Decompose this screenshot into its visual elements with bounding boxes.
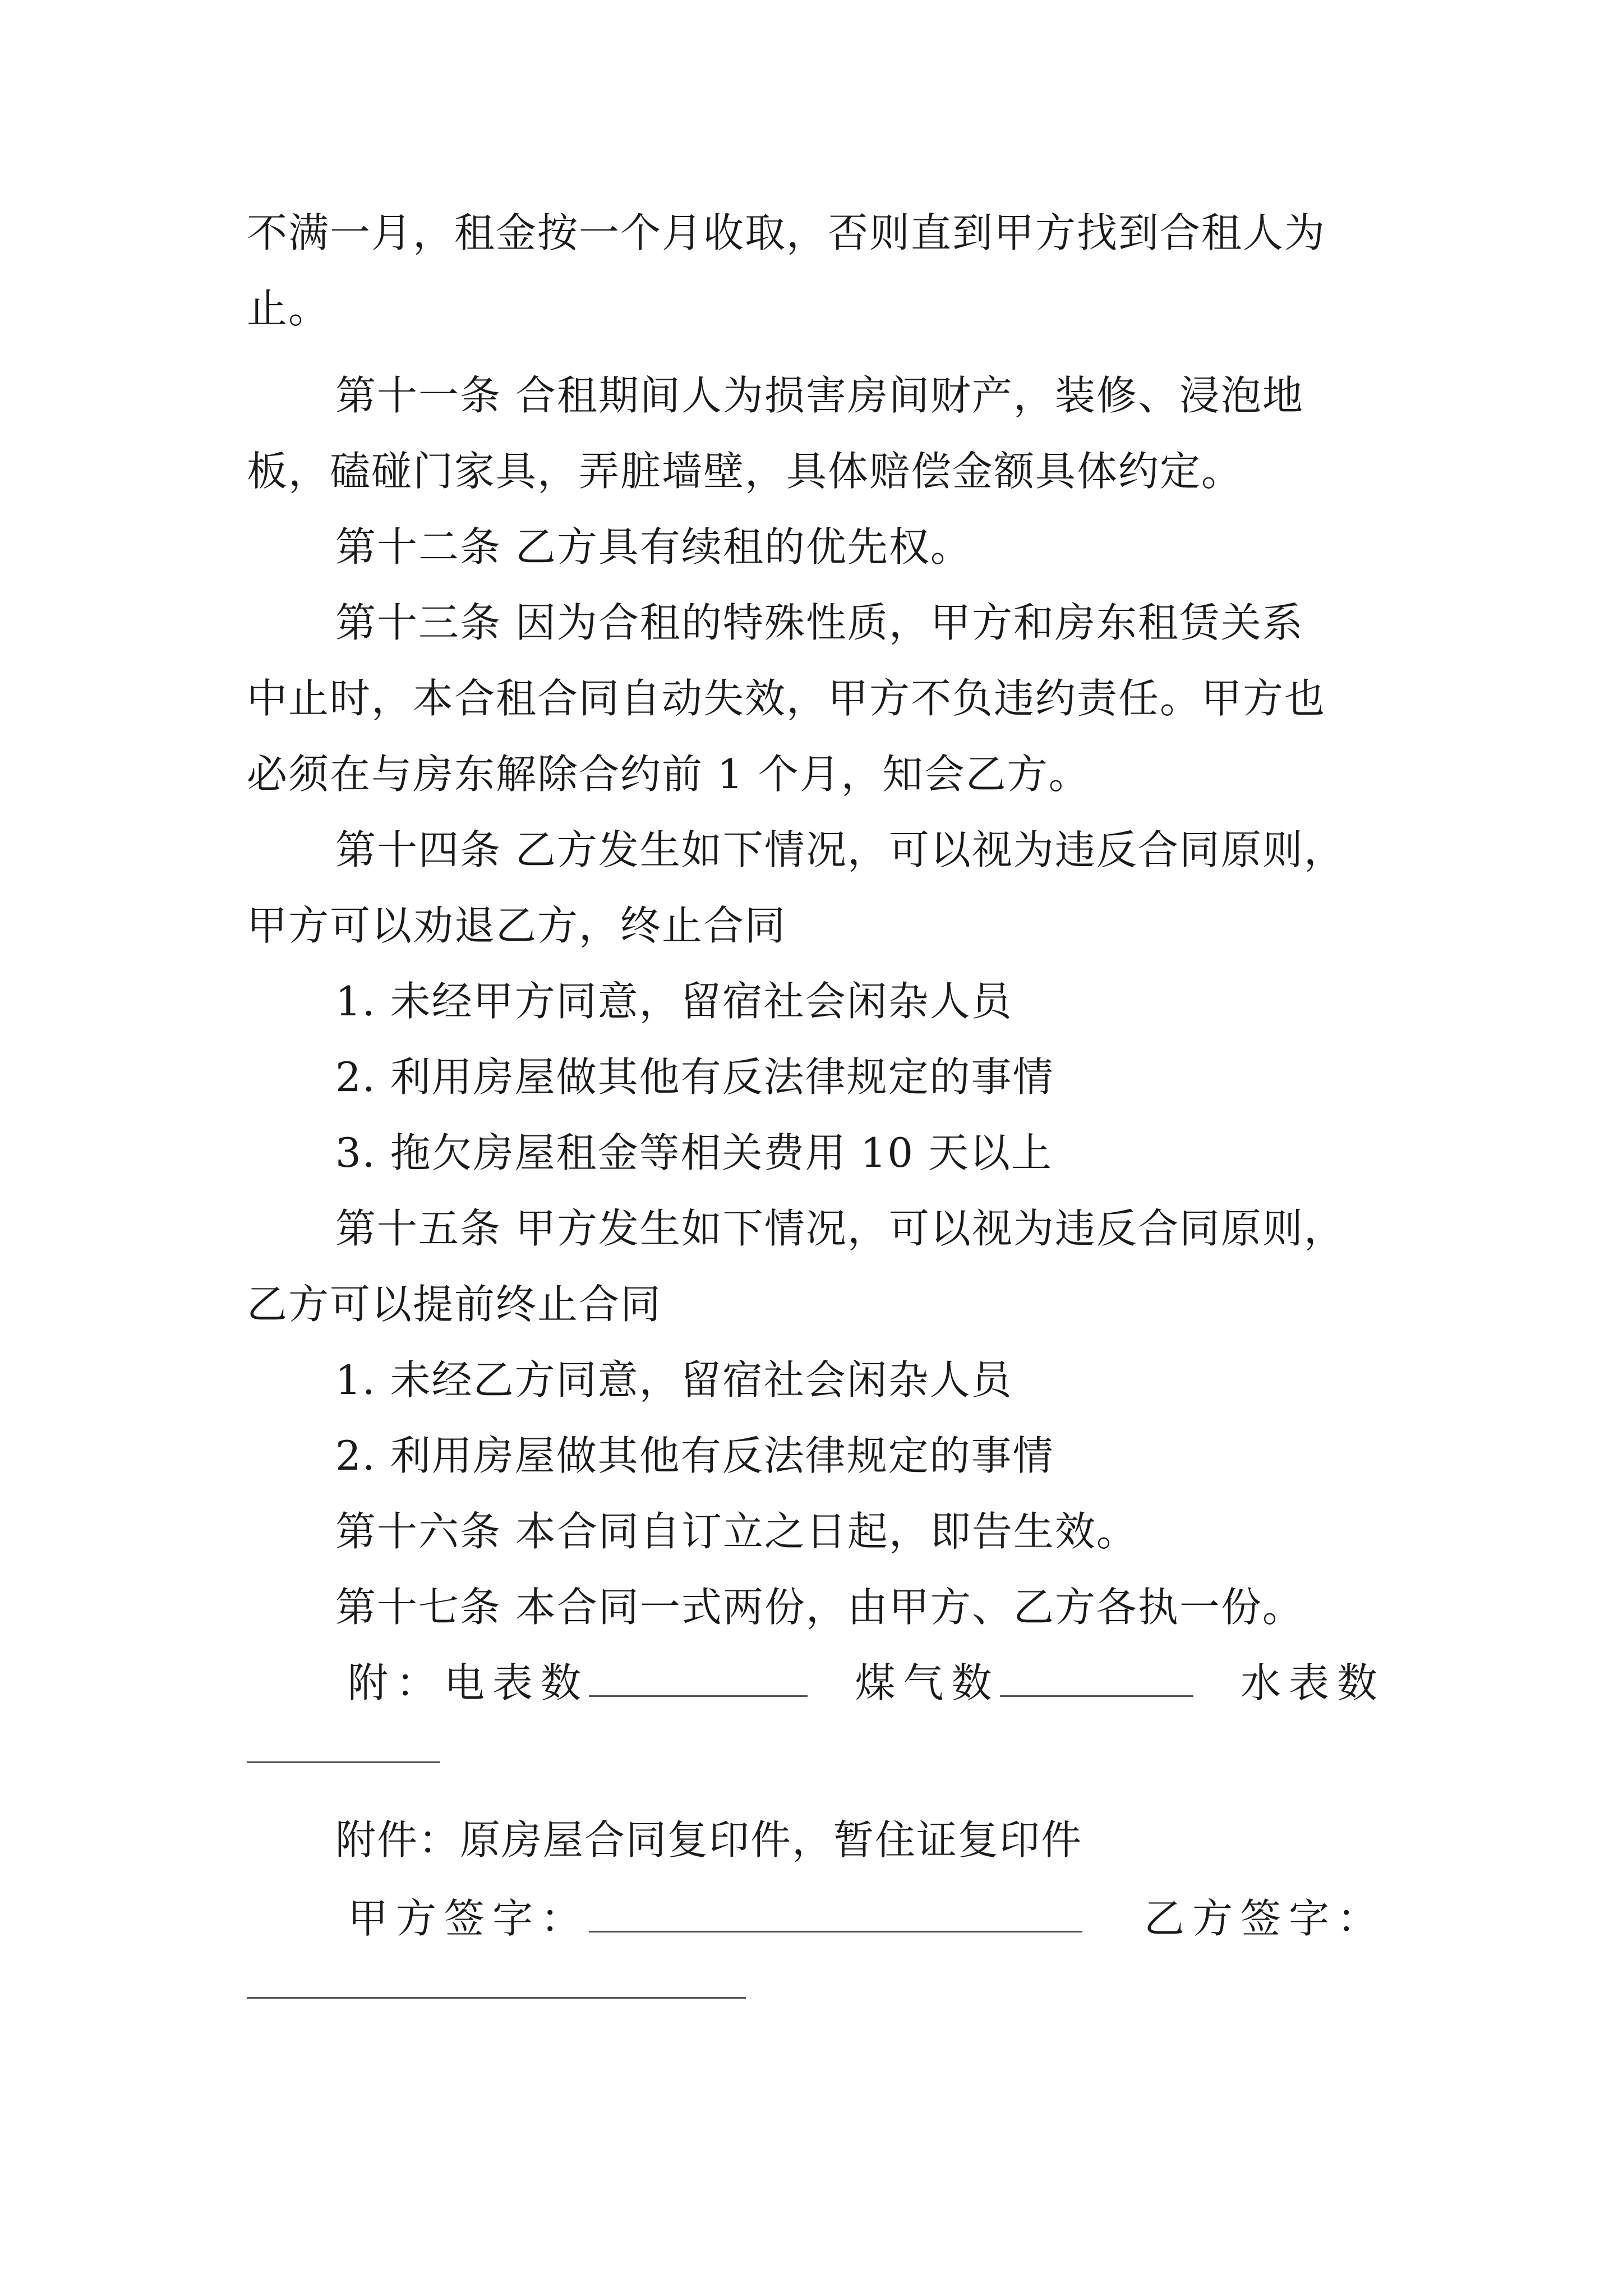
list-item: 1. 未经乙方同意，留宿社会闲杂人员 xyxy=(335,1356,1013,1404)
clause-14-heading: 第十四条 乙方发生如下情况，可以视为违反合同原则， xyxy=(335,826,1345,873)
clause-15-heading: 第十五条 甲方发生如下情况，可以视为违反合同原则， xyxy=(335,1205,1345,1252)
clause-16-heading: 第十六条 本合同自订立之日起，即告生效。 xyxy=(335,1508,1138,1555)
clause-17-heading: 第十七条 本合同一式两份，由甲方、乙方各执一份。 xyxy=(335,1584,1304,1631)
electric-meter-blank xyxy=(589,1655,808,1697)
water-meter-blank xyxy=(247,1761,440,1763)
paragraph-line: 甲方可以劝退乙方，终止合同 xyxy=(247,902,787,949)
list-item: 3. 拖欠房屋租金等相关费用 10 天以上 xyxy=(335,1129,1053,1176)
clause-13-heading: 第十三条 因为合租的特殊性质，甲方和房东租赁关系 xyxy=(335,599,1304,646)
clause-11-heading: 第十一条 合租期间人为损害房间财产，装修、浸泡地 xyxy=(335,372,1304,419)
signature-line xyxy=(348,1890,1385,1947)
paragraph-line: 中止时，本合租合同自动失效，甲方不负违约责任。甲方也 xyxy=(247,675,1326,722)
paragraph-line: 不满一月，租金按一个月收取，否则直到甲方找到合租人为 xyxy=(247,209,1326,256)
gas-meter-label: 煤气数 xyxy=(855,1659,1000,1706)
list-item: 2. 利用房屋做其他有反法律规定的事情 xyxy=(335,1432,1054,1479)
paragraph-line: 止。 xyxy=(247,285,330,332)
party-a-signature-blank xyxy=(589,1890,1082,1932)
attachment-line: 附件：原房屋合同复印件，暂住证复印件 xyxy=(335,1816,1083,1864)
paragraph-line: 乙方可以提前终止合同 xyxy=(247,1281,662,1328)
water-meter-label: 水表数 xyxy=(1240,1659,1385,1706)
party-b-signature-blank xyxy=(247,1997,746,1999)
list-item: 1. 未经甲方同意，留宿社会闲杂人员 xyxy=(335,978,1013,1025)
party-a-signature-label: 甲方签字： xyxy=(348,1895,589,1942)
electric-meter-label: 附：电表数 xyxy=(348,1659,589,1706)
meter-readings-line xyxy=(348,1655,1385,1711)
list-item: 2. 利用房屋做其他有反法律规定的事情 xyxy=(335,1053,1054,1101)
gas-meter-blank xyxy=(1000,1655,1193,1697)
party-b-signature-label: 乙方签字： xyxy=(1144,1895,1385,1942)
paragraph-line: 必须在与房东解除合约前 1 个月，知会乙方。 xyxy=(247,751,1090,798)
clause-12-heading: 第十二条 乙方具有续租的优先权。 xyxy=(335,523,972,570)
paragraph-line: 板，磕碰门家具，弄脏墙壁，具体赔偿金额具体约定。 xyxy=(247,448,1243,495)
